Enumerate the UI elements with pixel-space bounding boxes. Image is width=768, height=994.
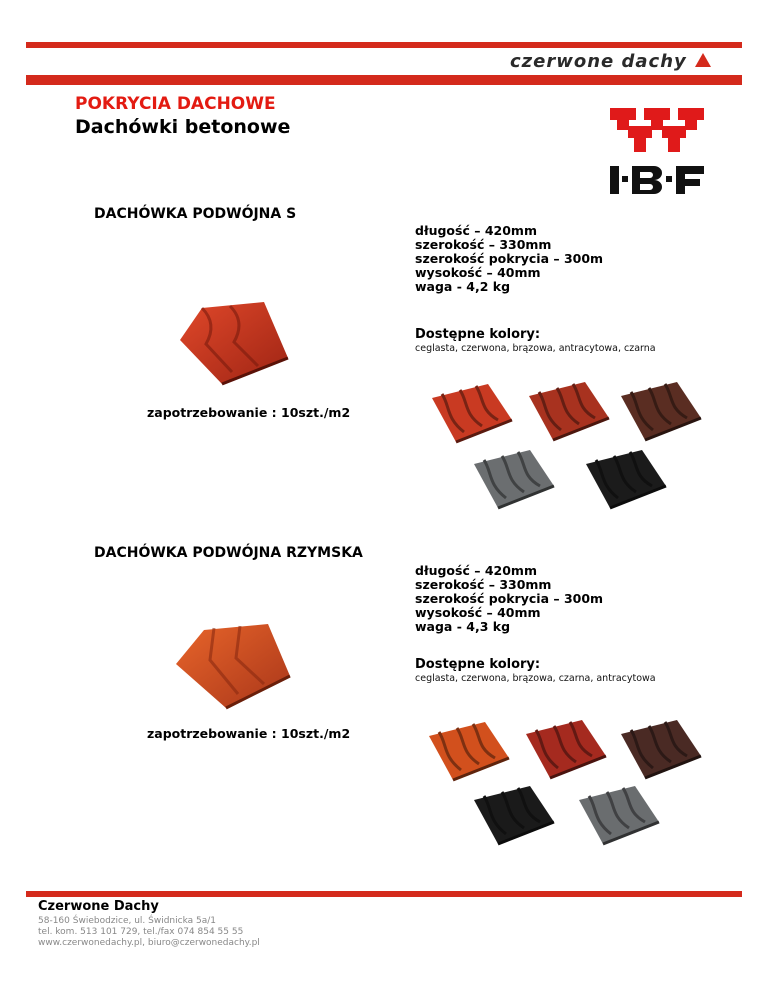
spec-weight: waga - 4,3 kg: [415, 619, 511, 634]
product-2-color-swatch-3: [617, 716, 703, 782]
product-1-specs: [415, 224, 603, 294]
product-2-requirement: zapotrzebowanie : 10szt./m2: [147, 726, 351, 741]
ibf-logo: [608, 106, 708, 198]
product-2-name: DACHÓWKA PODWÓJNA RZYMSKA: [94, 545, 363, 561]
brand-logotype: czerwone dachy: [510, 51, 687, 72]
product-1-colors-value: ceglasta, czerwona, brązowa, antracytowa, czarna: [415, 343, 656, 354]
product-1-colors-label: Dostępne kolory:: [415, 327, 541, 342]
product-1-color-swatch-5: [582, 446, 668, 512]
footer-address: 58-160 Świebodzice, ul. Świdnicka 5a/1: [38, 916, 217, 926]
product-1-requirement: zapotrzebowanie : 10szt./m2: [147, 405, 351, 420]
product-2-color-swatch-2: [522, 716, 608, 782]
ibf-logo-text: [610, 166, 704, 194]
product-2-main-image: [170, 620, 294, 712]
spec-coverage-width: szerokość pokrycia – 300m: [415, 251, 604, 266]
spec-width: szerokość – 330mm: [415, 577, 552, 592]
spec-height: wysokość – 40mm: [415, 605, 541, 620]
header-top-bar: [26, 42, 742, 48]
page-category: POKRYCIA DACHOWE: [75, 94, 276, 114]
product-2-colors-label: Dostępne kolory:: [415, 657, 541, 672]
header-bottom-bar: [26, 75, 742, 85]
product-1-color-swatch-4: [470, 446, 556, 512]
spec-coverage-width: szerokość pokrycia – 300m: [415, 591, 604, 606]
footer-bar: [26, 891, 742, 897]
brand-triangle-icon: [695, 53, 711, 67]
product-2-specs: [415, 564, 603, 634]
product-2-color-swatch-1: [425, 718, 511, 784]
footer-phone: tel. kom. 513 101 729, tel./fax 074 854 55 55: [38, 927, 244, 937]
product-2-color-swatch-5: [575, 782, 661, 848]
spec-length: długość – 420mm: [415, 563, 537, 578]
footer-company: Czerwone Dachy: [38, 899, 159, 914]
spec-length: długość – 420mm: [415, 223, 537, 238]
product-1-name: DACHÓWKA PODWÓJNA S: [94, 206, 297, 222]
spec-width: szerokość – 330mm: [415, 237, 552, 252]
product-2-colors-value: ceglasta, czerwona, brązowa, czarna, antracytowa: [415, 673, 656, 684]
product-1-color-swatch-3: [617, 378, 703, 444]
product-1-color-swatch-1: [428, 380, 514, 446]
product-1-main-image: [172, 300, 294, 390]
page-title: Dachówki betonowe: [75, 116, 291, 138]
spec-weight: waga - 4,2 kg: [415, 279, 511, 294]
ibf-logo-mark: [610, 108, 704, 152]
spec-height: wysokość – 40mm: [415, 265, 541, 280]
product-1-color-swatch-2: [525, 378, 611, 444]
footer-web: www.czerwonedachy.pl, biuro@czerwonedachy.pl: [38, 938, 260, 948]
product-2-color-swatch-4: [470, 782, 556, 848]
